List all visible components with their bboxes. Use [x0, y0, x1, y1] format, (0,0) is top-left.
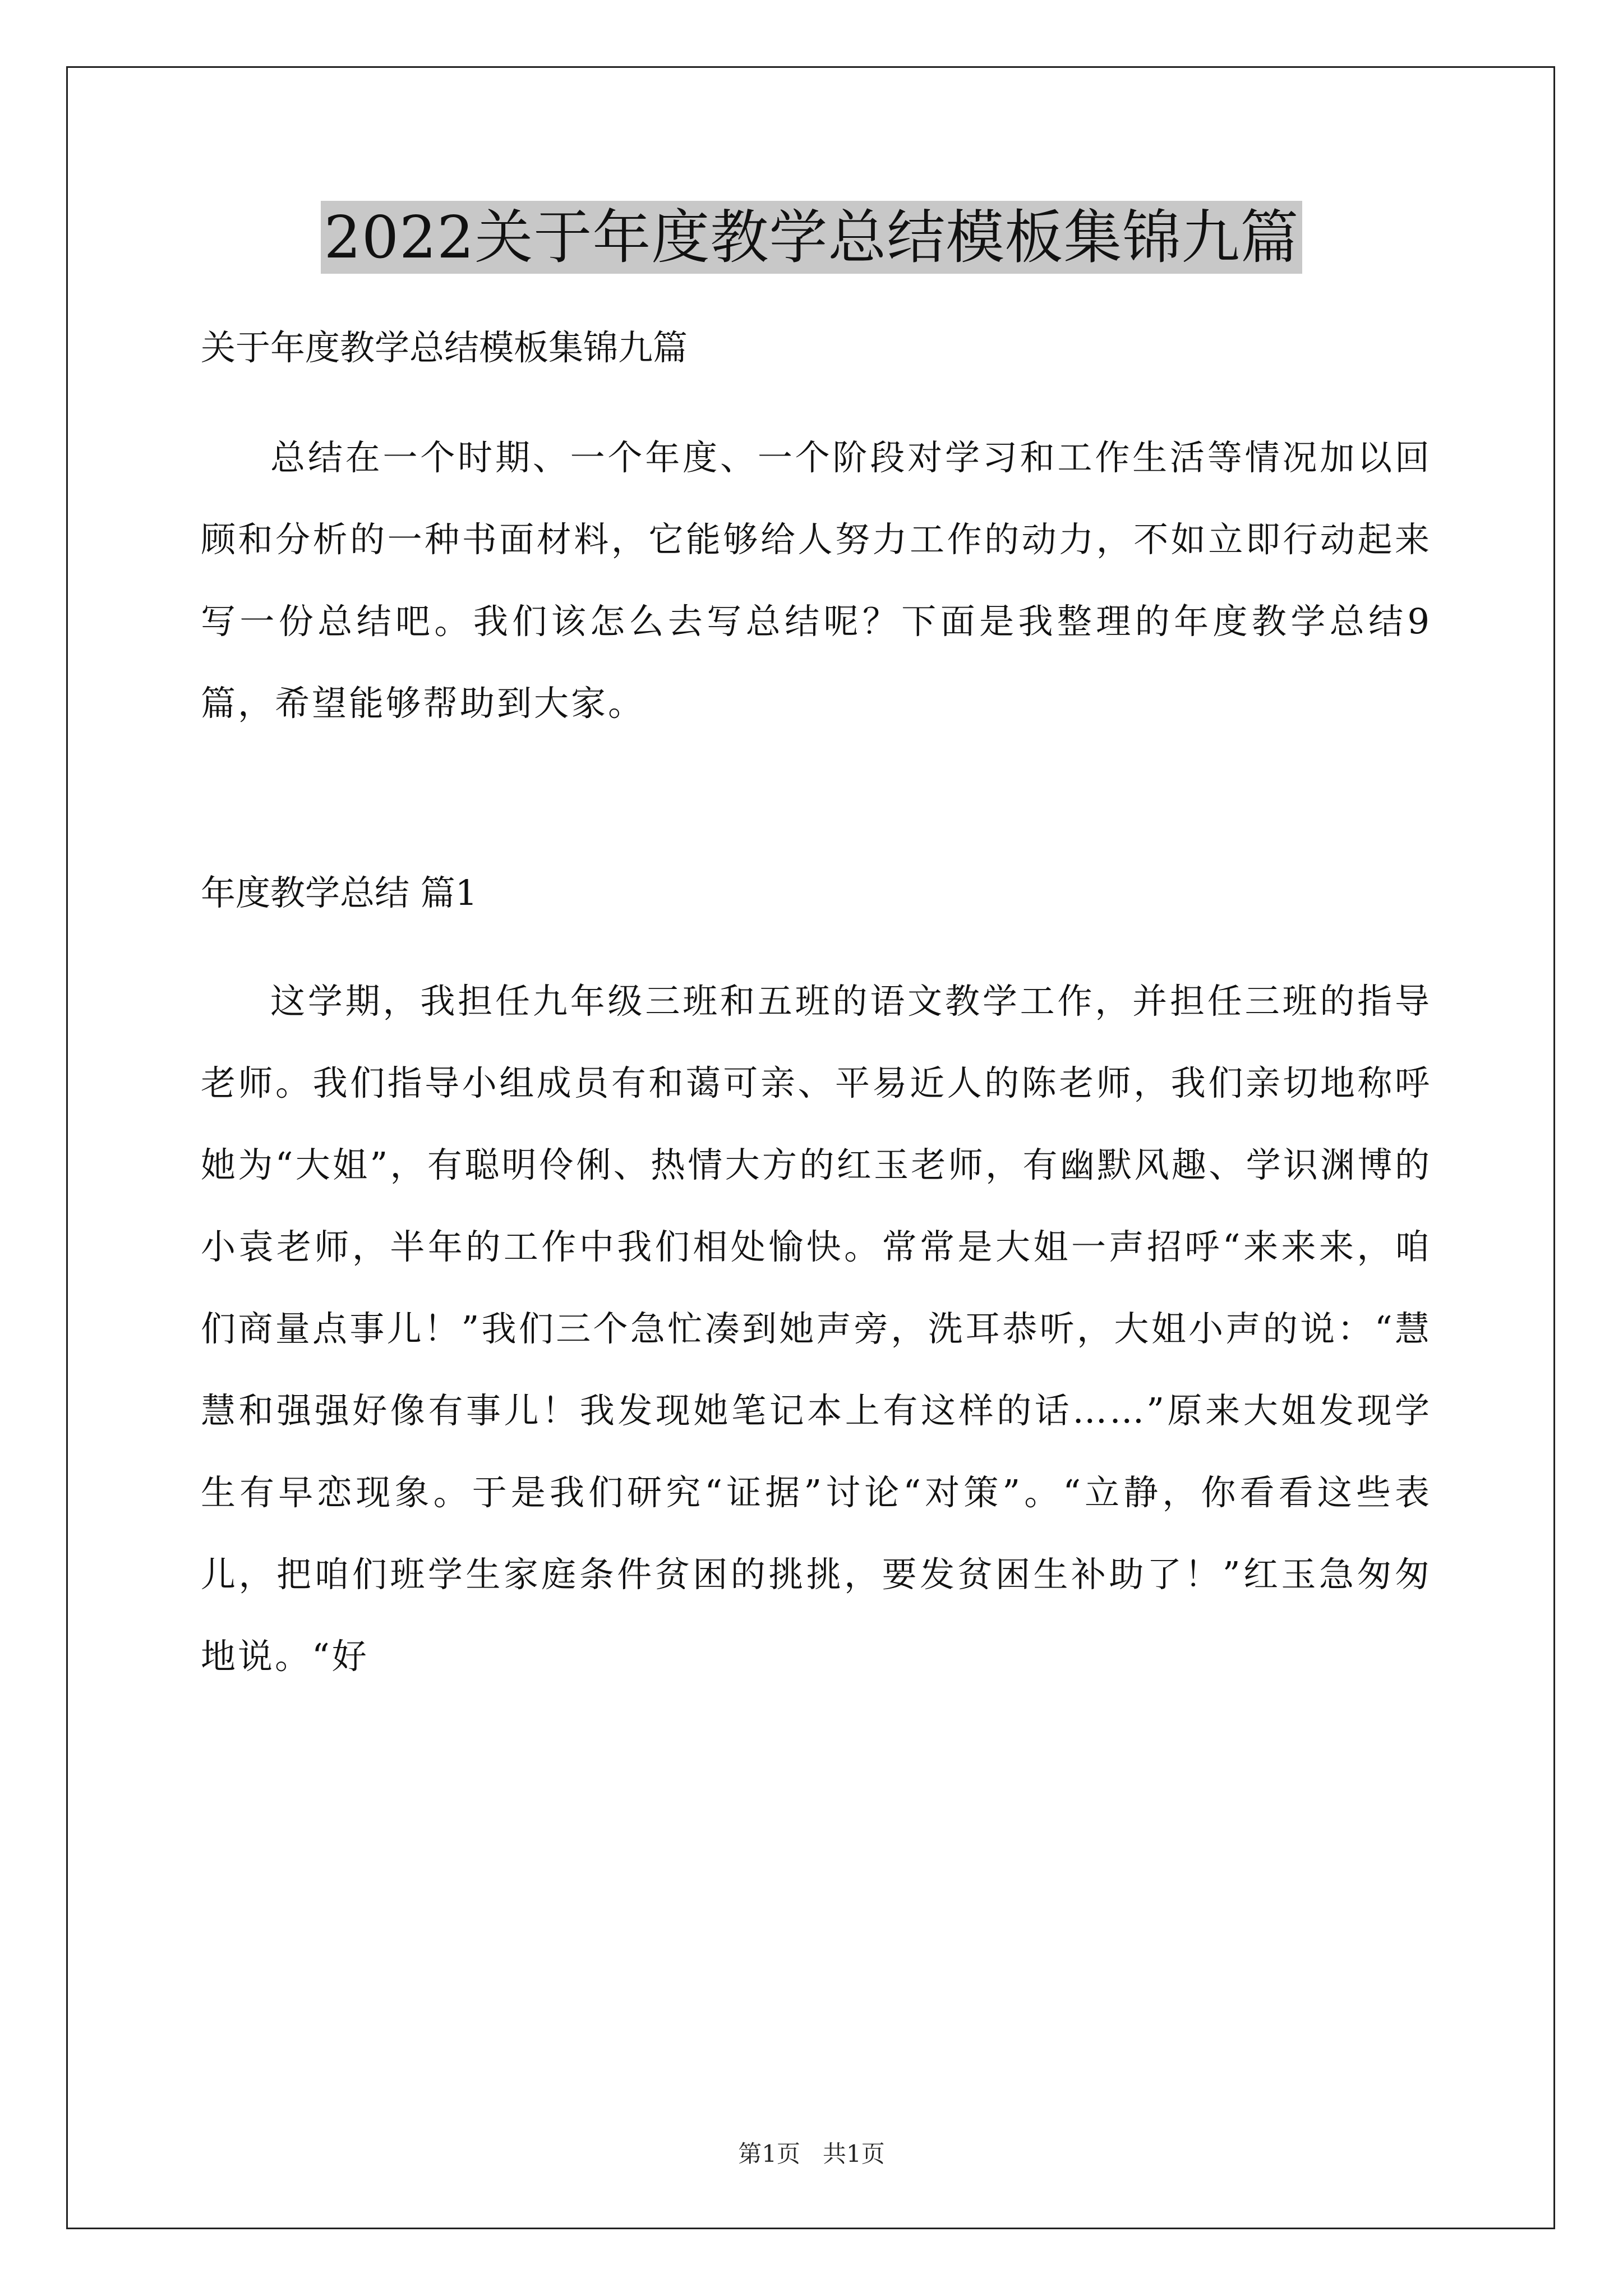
document-body [201, 320, 1432, 1697]
page-number: 第1页 [738, 2140, 800, 2168]
section-paragraph: 这学期，我担任九年级三班和五班的语文教学工作，并担任三班的指导老师。我们指导小组成员有和蔼可亲、平易近人的陈老师，我们亲切地称呼她为“大姐”，有聪明伶俐、热情大方的红玉老师，有幽默风趣、学识渊博的小袁老师，半年的工作中我们相处愉快。常常是大姐一声招呼“来来来，咱们商量点事儿！”我们三个急忙凑到她声旁，洗耳恭听，大姐小声的说：“慧慧和强强好像有事儿！我发现她笔记本上有这样的话……”原来大姐发现学生有早恋现象。于是我们研究“证据”讨论“对策”。“立静，你看看这些表儿，把咱们班学生家庭条件贫困的挑挑，要发贫困生补助了！”红玉急匆匆地说。“好 [201, 981, 1432, 1677]
intro-paragraph: 总结在一个时期、一个年度、一个阶段对学习和工作生活等情况加以回顾和分析的一种书面材料，它能够给人努力工作的动力，不如立即行动起来写一份总结吧。我们该怎么去写总结呢？下面是我整理的年度教学总结9篇，希望能够帮助到大家。 [201, 437, 1432, 724]
document-title: 2022关于年度教学总结模板集锦九篇 [321, 201, 1303, 274]
title-container [0, 201, 1623, 274]
page-footer [0, 2137, 1623, 2171]
section-heading: 年度教学总结 篇1 [201, 872, 478, 913]
page-total: 共1页 [823, 2140, 885, 2168]
document-subtitle: 关于年度教学总结模板集锦九篇 [201, 327, 688, 368]
